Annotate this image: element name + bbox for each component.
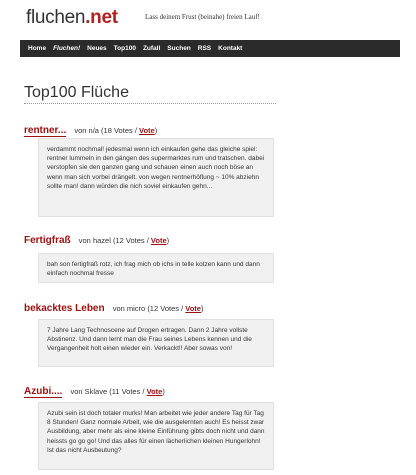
entry-header xyxy=(24,386,384,397)
entry-votes: (12 Votes / xyxy=(147,304,184,313)
entry-votes: (12 Votes / xyxy=(112,236,149,245)
nav-kontakt[interactable]: Kontakt xyxy=(218,45,243,52)
nav-neues[interactable]: Neues xyxy=(87,45,107,52)
vote-link[interactable]: Vote xyxy=(185,304,201,313)
curse-entry xyxy=(24,386,384,454)
entry-title-link[interactable]: bekacktes Leben xyxy=(24,303,105,314)
entry-text: verdammt nochmal! jedesmal wenn ich einkaufen gehe das gleiche spiel: rentner lummeln in den gängen des supermarktes rum und tratschen. dabei verstopfen sie den ganzen gang und schauen einen auch noch böse an wenn man sich vorbei drängelt. von wegen rentnerhöflung ~ 10% abziehn sollte man! dann würden die nich soviel einkaufen gehn... xyxy=(38,138,274,217)
entry-header xyxy=(24,235,384,246)
curse-entry xyxy=(24,125,384,190)
entry-author: von Sklave xyxy=(70,387,108,396)
site-tagline: Lass deinem Frust (beinahe) freien Lauf! xyxy=(145,13,260,21)
nav-top100[interactable]: Top100 xyxy=(113,45,136,52)
entry-author: von micro xyxy=(112,304,146,313)
nav-suchen[interactable]: Suchen xyxy=(167,45,191,52)
entry-votes: (11 Votes / xyxy=(109,387,145,396)
entry-votes: (18 Votes / xyxy=(101,126,137,135)
nav-home[interactable]: Home xyxy=(28,45,47,52)
entry-title-link[interactable]: Azubi.... xyxy=(24,386,63,397)
curse-entry xyxy=(24,235,384,278)
entry-header xyxy=(24,303,384,314)
entry-votes-close: ) xyxy=(154,126,158,135)
nav-rss[interactable]: RSS xyxy=(197,45,212,52)
main-nav xyxy=(20,40,400,57)
entry-author: von hazel xyxy=(78,236,111,245)
curse-entry xyxy=(24,303,384,353)
site-header xyxy=(0,0,416,40)
logo-main: fluchen xyxy=(26,7,86,28)
nav-fluchen[interactable]: Fluchen! xyxy=(53,45,81,52)
entry-votes-close: ) xyxy=(200,304,204,313)
entry-author: von n/a xyxy=(74,126,99,135)
entry-title-link[interactable]: rentner... xyxy=(24,125,67,136)
site-logo[interactable] xyxy=(26,7,118,29)
entry-text: 7 Jahre Lang Technoscene auf Drogen ertragen. Dann 2 Jahre vollste Abstinenz. Und dann lernt man die Frau seines Lebens kennen und die Vergangenheit holt einen wieder ein. Verkackt!! Aber sowas von! xyxy=(38,319,274,367)
entry-votes-close: ) xyxy=(162,387,165,396)
nav-zufall[interactable]: Zufall xyxy=(142,45,161,52)
vote-link[interactable]: Vote xyxy=(150,236,167,245)
logo-tld: .net xyxy=(85,7,118,28)
entry-text: Azubi sein ist doch totaler murks! Man arbeitet wie jeder andere Tag für Tag 8 Stunden! Ganz normale Arbeit, wie die ausgelernten auch! Es heisst zwar Ausbildung, aber mehr als eine kleine Einführung gibts doch nicht und dann heissts go go go! Und das alles für einen lächerlichen kleinen Hungerlohn! Ist das nicht Ausbeutung? xyxy=(38,402,274,470)
entry-header xyxy=(24,125,384,136)
title-divider xyxy=(24,103,276,104)
entry-title-link[interactable]: Fertigfraß xyxy=(24,235,71,246)
entry-votes-close: ) xyxy=(166,236,170,245)
entry-text: bah son fertigfraß rotz, ich frag mich ob ichs in telle kotzen kann und dann einfach nochmal fresse xyxy=(38,253,274,283)
vote-link[interactable]: Vote xyxy=(139,126,155,135)
page-title: Top100 Flüche xyxy=(24,84,129,101)
vote-link[interactable]: Vote xyxy=(146,387,163,396)
